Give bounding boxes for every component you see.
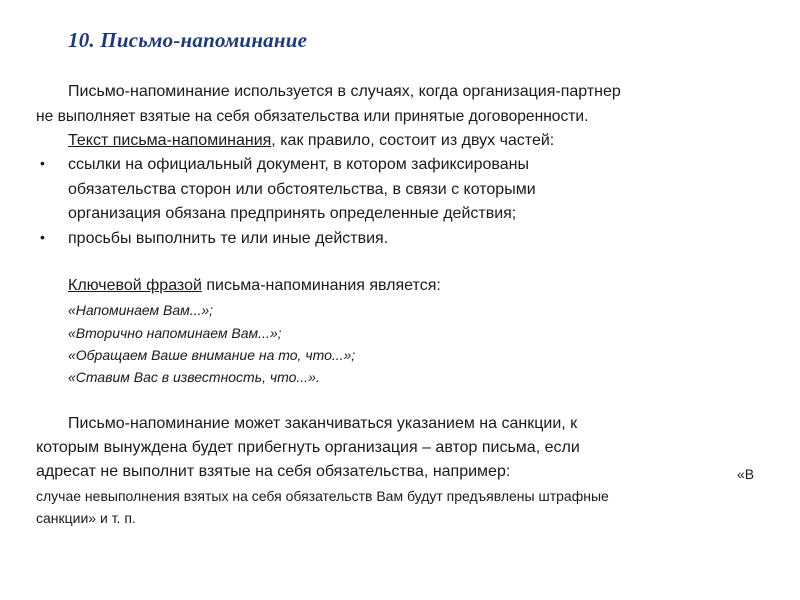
bullet-item-1-line-3: организация обязана предпринять определенные действия; — [68, 205, 517, 222]
intro-line-1: Письмо-напоминание используется в случаях, когда организация-партнер — [68, 83, 621, 100]
bullet-icon: • — [40, 229, 45, 245]
closing-line-1: Письмо-напоминание может заканчиваться указанием на санкции, к — [68, 415, 578, 432]
closing-line-2: которым вынуждена будет прибегнуть организация – автор письма, если — [36, 439, 580, 456]
closing-line-3: адресат не выполнит взятые на себя обязательства, например: — [36, 463, 511, 480]
bullet-item-2: просьбы выполнить те или иные действия. — [68, 230, 389, 247]
key-phrase-label: Ключевой фразой — [68, 277, 202, 294]
closing-line-5: санкции» и т. п. — [36, 510, 136, 526]
page-title: 10. Письмо-напоминание — [68, 28, 308, 52]
bullet-icon: • — [40, 155, 45, 171]
bullet-item-1-line-2: обязательства сторон или обстоятельства, в связи с которыми — [68, 181, 536, 198]
closing-line-4: случае невыполнения взятых на себя обязательств Вам будут предъявлены штрафные — [36, 488, 609, 504]
key-phrase-line — [68, 276, 441, 296]
intro-line-2: не выполняет взятые на себя обязательства или принятые договоренности. — [36, 108, 589, 125]
example-phrase: «Ставим Вас в известность, что...». — [68, 369, 320, 385]
bullet-item-1-line-1: ссылки на официальный документ, в котором зафиксированы — [68, 156, 529, 173]
closing-quote-start: «В — [737, 466, 755, 482]
example-phrase: «Обращаем Ваше внимание на то, что...»; — [68, 347, 356, 363]
key-phrase-rest: письма-напоминания является: — [201, 277, 441, 294]
text-parts-rest: , как правило, состоит из двух частей: — [271, 132, 555, 149]
text-parts-label: Текст письма-напоминания — [68, 132, 272, 149]
text-parts-line — [68, 131, 554, 151]
example-phrase: «Вторично напоминаем Вам...»; — [68, 325, 282, 341]
example-phrase: «Напоминаем Вам...»; — [68, 302, 214, 318]
